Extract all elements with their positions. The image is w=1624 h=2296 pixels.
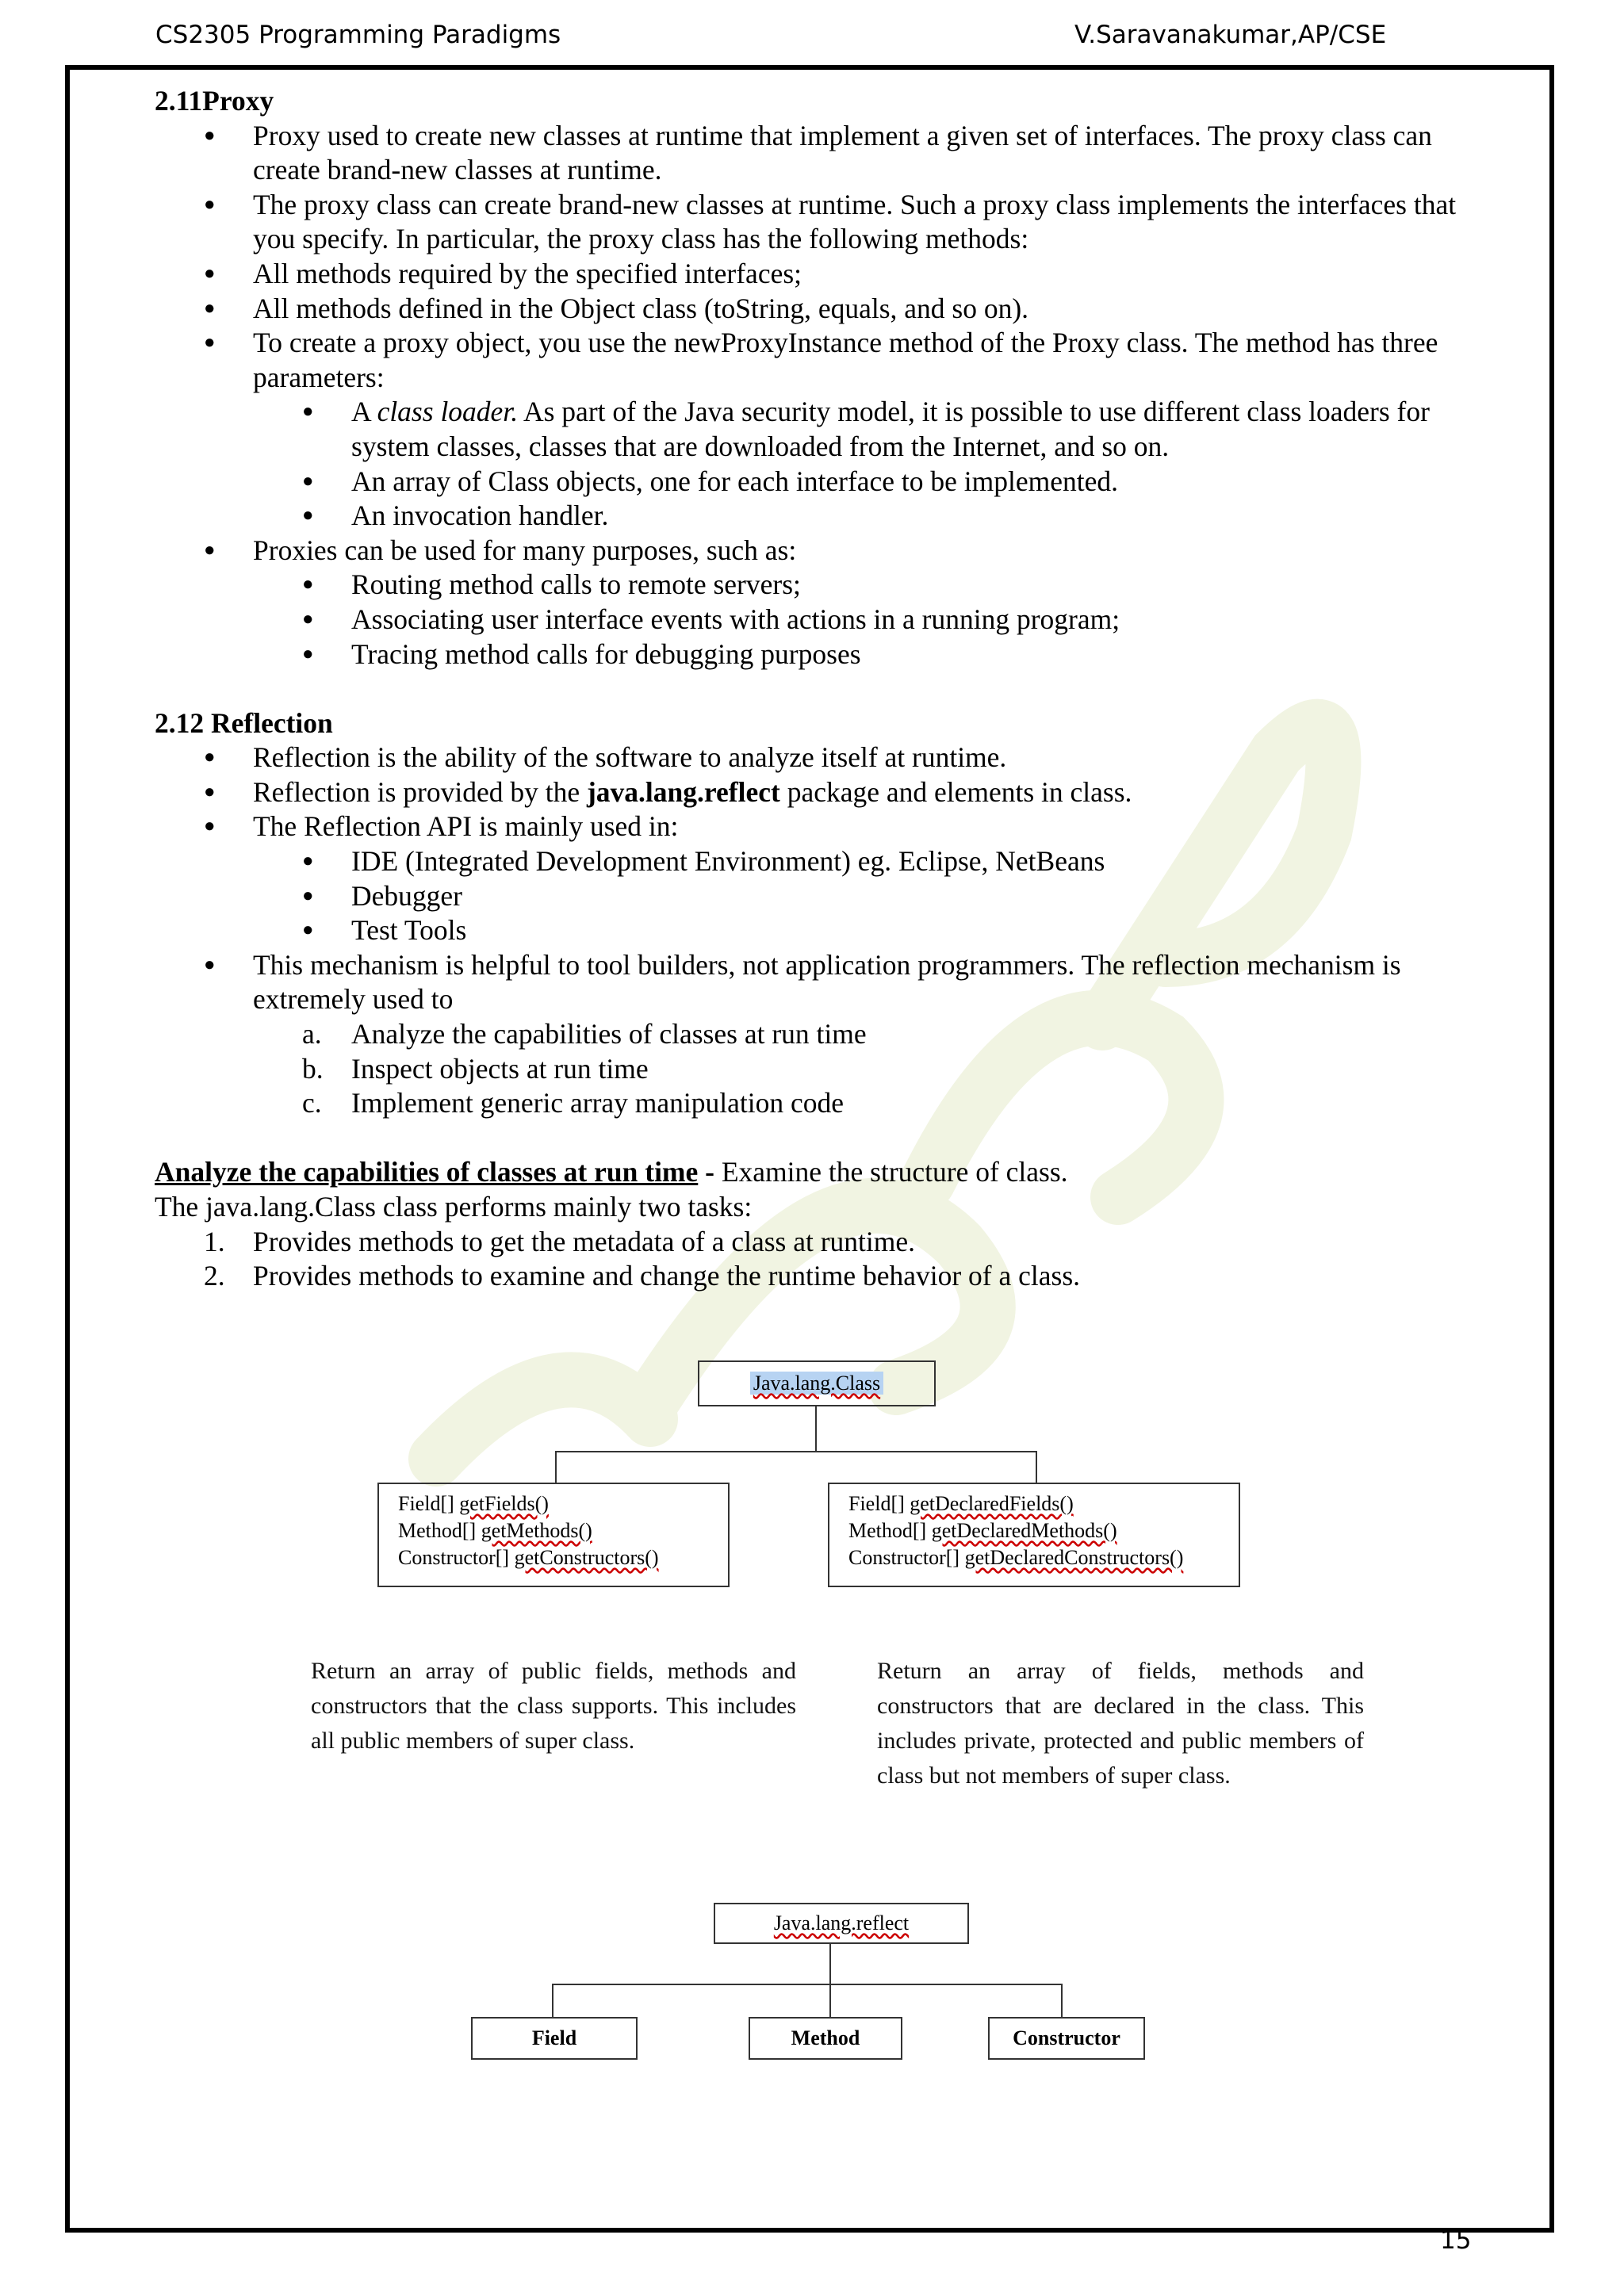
return-type: Field[] bbox=[848, 1492, 910, 1515]
list-marker: b. bbox=[302, 1052, 324, 1085]
public-members-box bbox=[377, 1483, 730, 1587]
return-type: Method[] bbox=[398, 1519, 481, 1542]
list-item bbox=[155, 1259, 1487, 1294]
task-list bbox=[155, 1225, 1487, 1294]
list-item: ● Routing method calls to remote servers; bbox=[155, 568, 1487, 603]
method-line bbox=[398, 1517, 728, 1544]
list-item: ● All methods required by the specified interfaces; bbox=[155, 257, 1487, 292]
list-item: ● To create a proxy object, you use the newProxyInstance method of the Proxy class. The method has three parameters: bbox=[155, 326, 1487, 395]
return-type: Constructor[] bbox=[398, 1546, 515, 1569]
diagram-root-label: Java.lang.reflect bbox=[773, 1911, 910, 1934]
diagram-root-label: Java.lang.Class bbox=[750, 1372, 883, 1395]
main-content bbox=[155, 84, 1487, 1294]
list-text: Implement generic array manipulation code bbox=[351, 1087, 844, 1119]
reflection-list bbox=[155, 740, 1487, 1017]
child-label: Constructor bbox=[1013, 2026, 1120, 2049]
header-course: CS2305 Programming Paradigms bbox=[155, 21, 561, 49]
list-item bbox=[155, 1225, 1487, 1260]
reflection-heading: 2.12 Reflection bbox=[155, 706, 333, 739]
method-name: getConstructors() bbox=[514, 1546, 659, 1569]
field-box bbox=[471, 2017, 638, 2060]
list-item: ● IDE (Integrated Development Environment) eg. Eclipse, NetBeans bbox=[155, 844, 1487, 879]
list-item: ● All methods defined in the Object class (toString, equals, and so on). bbox=[155, 292, 1487, 327]
param-emphasis: class loader. bbox=[377, 396, 519, 428]
connector-line bbox=[552, 1984, 553, 2019]
purpose-list bbox=[155, 1017, 1487, 1121]
connector-line bbox=[552, 1984, 1063, 1985]
analyze-dash: - bbox=[698, 1156, 722, 1188]
child-label: Method bbox=[791, 2026, 860, 2049]
list-item: ● Proxy used to create new classes at runtime that implement a given set of interfaces. The proxy class can create brand-new classes at runtime. bbox=[155, 119, 1487, 188]
list-text: Provides methods to examine and change the runtime behavior of a class. bbox=[253, 1260, 1081, 1292]
list-item: ● Debugger bbox=[155, 879, 1487, 914]
list-item bbox=[155, 1052, 1487, 1087]
list-item: ● Test Tools bbox=[155, 913, 1487, 948]
list-item bbox=[155, 775, 1487, 810]
method-name: getFields() bbox=[459, 1492, 549, 1515]
analyze-intro: The java.lang.Class class performs mainly two tasks: bbox=[155, 1191, 753, 1223]
list-item: ● Proxies can be used for many purposes, such as: bbox=[155, 534, 1487, 568]
connector-line bbox=[555, 1451, 1037, 1452]
connector-line bbox=[1061, 1984, 1063, 2019]
list-item bbox=[155, 1086, 1487, 1121]
analyze-title: Analyze the capabilities of classes at run time bbox=[155, 1156, 699, 1188]
list-item: ● An invocation handler. bbox=[155, 499, 1487, 534]
connector-line bbox=[829, 1944, 831, 2019]
proxy-list bbox=[155, 119, 1487, 672]
list-text: Analyze the capabilities of classes at run time bbox=[351, 1018, 867, 1050]
list-marker: 1. bbox=[204, 1225, 225, 1257]
page-header bbox=[0, 17, 1624, 57]
constructor-box bbox=[988, 2017, 1145, 2060]
list-item: ● Associating user interface events with actions in a running program; bbox=[155, 603, 1487, 637]
return-type: Constructor[] bbox=[848, 1546, 965, 1569]
list-text: Inspect objects at run time bbox=[351, 1052, 649, 1085]
declared-members-box bbox=[828, 1483, 1240, 1587]
list-item bbox=[155, 1017, 1487, 1052]
method-line bbox=[848, 1517, 1239, 1544]
proxy-heading: 2.11Proxy bbox=[155, 85, 274, 117]
method-name: getDeclaredMethods() bbox=[931, 1519, 1117, 1542]
header-author: V.Saravanakumar,AP/CSE bbox=[1074, 21, 1387, 49]
method-name: getDeclaredFields() bbox=[910, 1492, 1074, 1515]
list-item: ● This mechanism is helpful to tool builders, not application programmers. The reflection mechanism is extremely used to bbox=[155, 948, 1487, 1017]
method-line bbox=[848, 1490, 1239, 1517]
connector-line bbox=[1036, 1451, 1037, 1484]
list-item: ● The proxy class can create brand-new classes at runtime. Such a proxy class implements the interfaces that you specify. In particular, the proxy class has the following methods: bbox=[155, 188, 1487, 257]
text-prefix: Reflection is provided by the bbox=[253, 775, 587, 808]
method-name: getDeclaredConstructors() bbox=[964, 1546, 1184, 1569]
analyze-title-rest: Examine the structure of class. bbox=[721, 1156, 1068, 1188]
text-suffix: package and elements in class. bbox=[779, 775, 1132, 808]
connector-line bbox=[555, 1451, 557, 1484]
list-marker: c. bbox=[302, 1087, 322, 1119]
list-item: ● Reflection is the ability of the software to analyze itself at runtime. bbox=[155, 740, 1487, 775]
list-text: Provides methods to get the metadata of a class at runtime. bbox=[253, 1225, 916, 1257]
diagram-root-box bbox=[714, 1903, 969, 1944]
param-rest: As part of the Java security model, it is possible to use different class loaders for system classes, classes that are downloaded from the Internet, and so on. bbox=[351, 396, 1430, 462]
declared-members-description: Return an array of fields, methods and constructors that are declared in the class. This includes private, protected and public members of class but not members of super class. bbox=[877, 1658, 1364, 1789]
return-type: Field[] bbox=[398, 1492, 460, 1515]
list-marker: 2. bbox=[204, 1260, 225, 1292]
return-type: Method[] bbox=[848, 1519, 932, 1542]
method-box bbox=[749, 2017, 902, 2060]
connector-line bbox=[815, 1406, 817, 1452]
method-line bbox=[398, 1544, 728, 1571]
method-line bbox=[398, 1490, 728, 1517]
diagram-root-box bbox=[698, 1360, 936, 1406]
list-item: ● An array of Class objects, one for each interface to be implemented. bbox=[155, 465, 1487, 499]
method-name: getMethods() bbox=[481, 1519, 592, 1542]
list-item: ● Tracing method calls for debugging purposes bbox=[155, 637, 1487, 672]
child-label: Field bbox=[531, 2026, 577, 2049]
package-name: java.lang.reflect bbox=[586, 775, 780, 808]
public-members-description: Return an array of public fields, methods and constructors that the class supports. This includes all public members of super class. bbox=[311, 1658, 796, 1754]
list-item: ● The Reflection API is mainly used in: bbox=[155, 809, 1487, 844]
analyze-title-line bbox=[155, 1155, 1487, 1190]
list-item bbox=[155, 395, 1487, 464]
list-marker: a. bbox=[302, 1018, 322, 1050]
page-number: 15 bbox=[1440, 2226, 1472, 2255]
param-prefix: A bbox=[351, 396, 377, 428]
method-line bbox=[848, 1544, 1239, 1571]
